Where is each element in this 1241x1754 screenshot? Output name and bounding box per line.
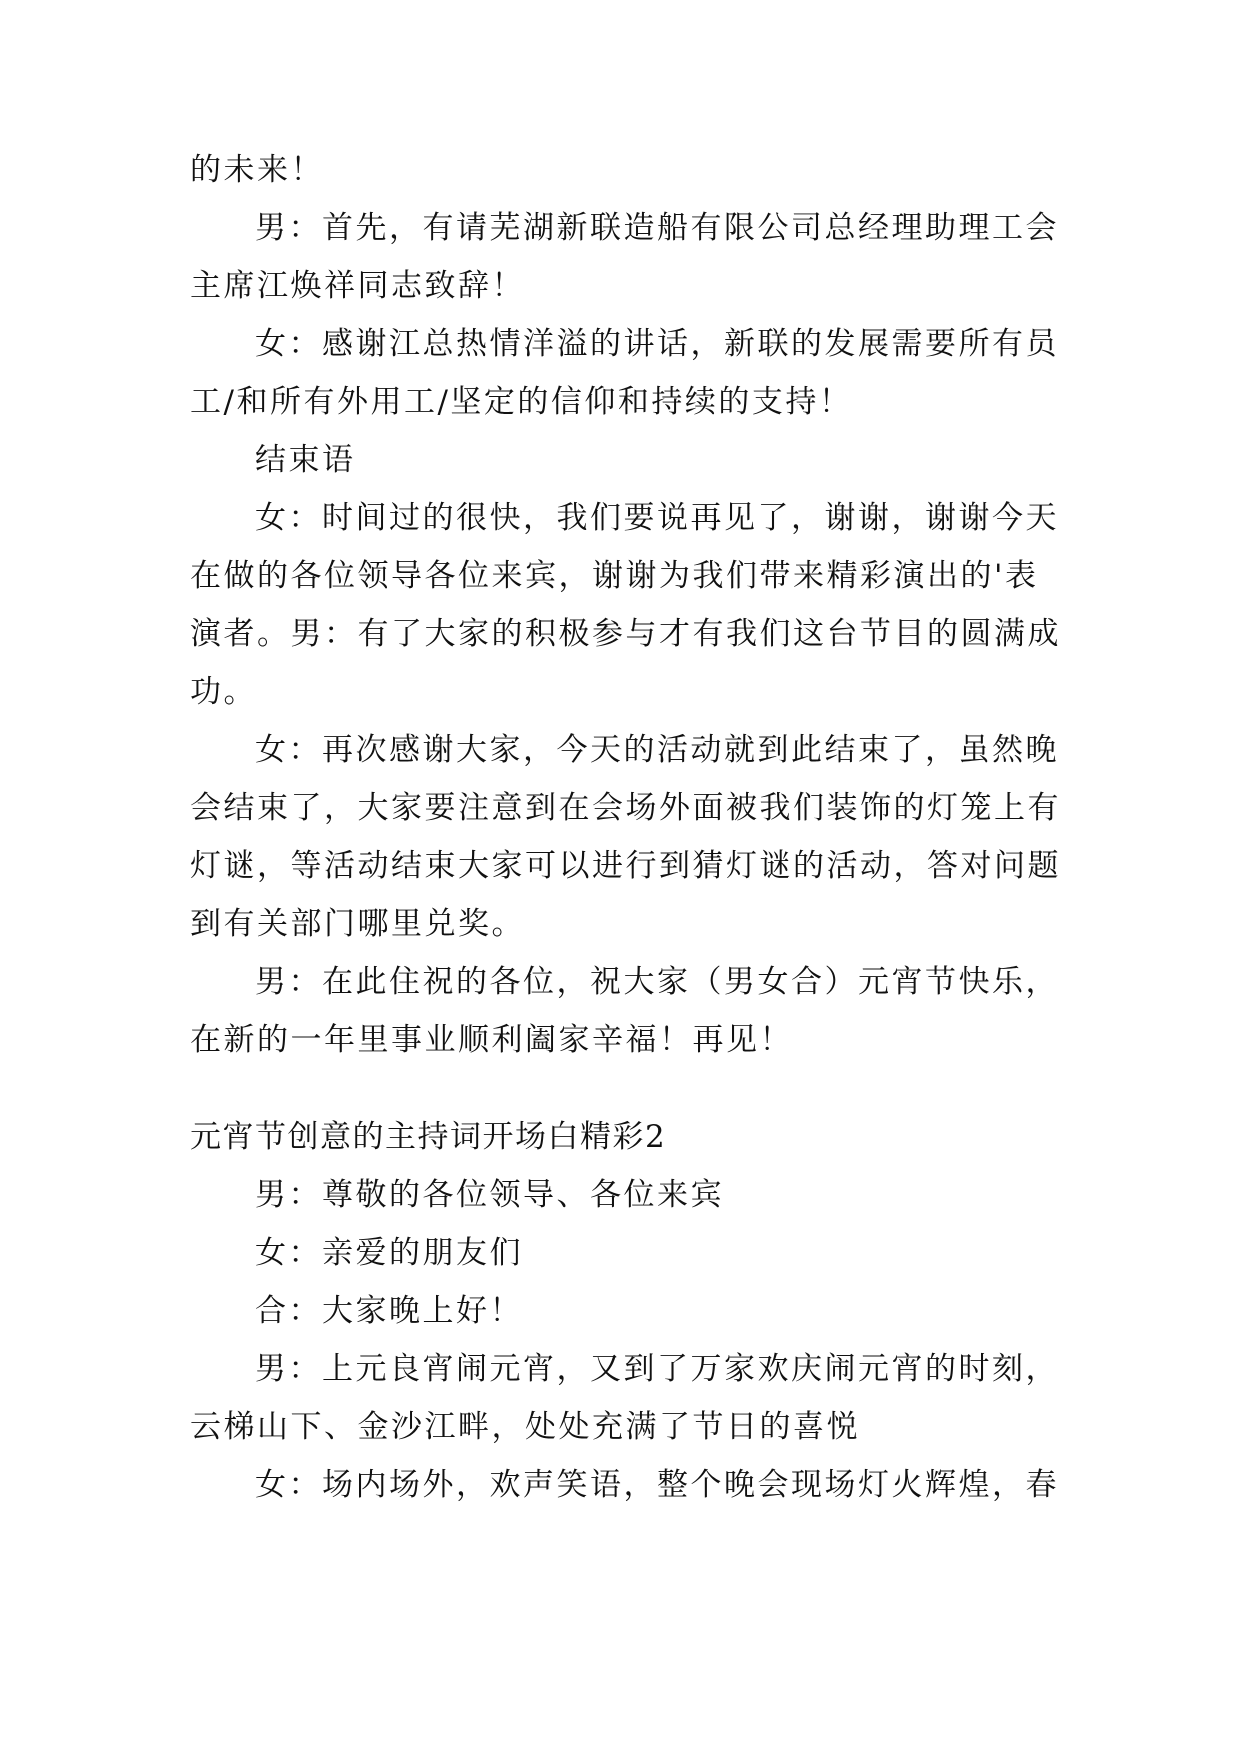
text-line: 男：尊敬的各位领导、各位来宾 (255, 1177, 724, 1213)
text-line: 男：上元良宵闹元宵，又到了万家欢庆闹元宵的时刻， (255, 1351, 1059, 1387)
text-line: 女：再次感谢大家，今天的活动就到此结束了，虽然晚 (255, 732, 1059, 768)
text-line: 主席江焕祥同志致辞！ (190, 268, 525, 304)
text-line: 男：在此住祝的各位，祝大家（男女合）元宵节快乐， (255, 964, 1059, 1000)
text-line: 在新的一年里事业顺利阖家辛福！再见！ (190, 1022, 793, 1058)
text-line: 功。 (190, 674, 257, 710)
text-line: 女：亲爱的朋友们 (255, 1235, 523, 1271)
text-line: 女：场内场外，欢声笑语，整个晚会现场灯火辉煌，春 (255, 1467, 1059, 1503)
text-line: 女：时间过的很快，我们要说再见了，谢谢，谢谢今天 (255, 500, 1059, 536)
text-line: 到有关部门哪里兑奖。 (190, 906, 525, 942)
text-line: 工/和所有外用工/坚定的信仰和持续的支持！ (190, 384, 853, 420)
section-heading: 结束语 (255, 442, 356, 478)
document-heading: 元宵节创意的主持词开场白精彩2 (190, 1119, 667, 1155)
text-line: 在做的各位领导各位来宾，谢谢为我们带来精彩演出的'表 (190, 558, 1039, 594)
text-line: 灯谜，等活动结束大家可以进行到猜灯谜的活动，答对问题 (190, 848, 1061, 884)
text-line: 的未来！ (190, 152, 324, 188)
text-line: 云梯山下、金沙江畔，处处充满了节日的喜悦 (190, 1409, 860, 1445)
text-line: 合：大家晚上好！ (255, 1293, 523, 1329)
text-line: 女：感谢江总热情洋溢的讲话，新联的发展需要所有员 (255, 326, 1059, 362)
text-line: 会结束了，大家要注意到在会场外面被我们装饰的灯笼上有 (190, 790, 1061, 826)
text-line: 男：首先，有请芜湖新联造船有限公司总经理助理工会 (255, 210, 1059, 246)
text-line: 演者。男：有了大家的积极参与才有我们这台节目的圆满成 (190, 616, 1061, 652)
